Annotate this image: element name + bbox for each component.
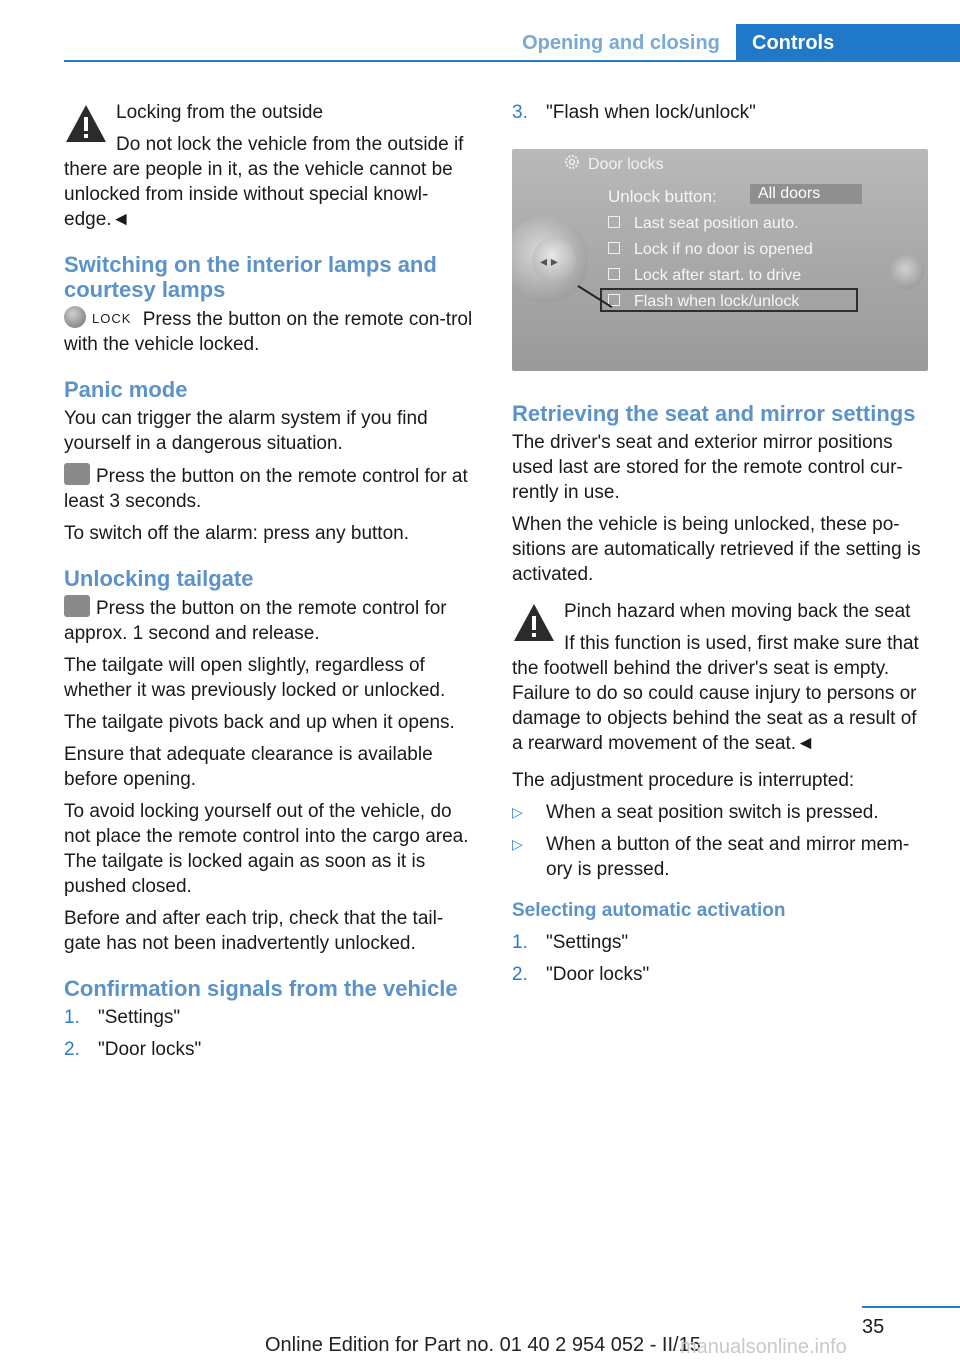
checkbox-icon xyxy=(608,216,620,228)
footer-rule xyxy=(862,1306,960,1308)
tailgate-text-6: Before and after each trip, check that the tail‐gate has not been inadvertently unlocked. xyxy=(64,908,444,954)
warning-body: Do not lock the vehicle from the outside if there are people in it, as the vehicle cannot be unlocked from inside without special knowl‐edge.◄ xyxy=(64,134,464,230)
idrive-screenshot xyxy=(512,149,928,371)
warning-body: If this function is used, first make sure that the footwell behind the driver's seat is empty. Failure to do so could cause injury to persons or damage to objects behind the seat as a result of a rearward movement of the seat.◄ xyxy=(512,633,919,754)
warning-icon xyxy=(64,102,108,146)
tailgate-text-4: Ensure that adequate clearance is available before opening. xyxy=(64,744,433,790)
tailgate-button-icon xyxy=(64,595,90,617)
heading-unlocking-tailgate: Unlocking tailgate xyxy=(64,566,254,591)
panic-text-1: You can trigger the alarm system if you find yourself in a dangerous situation. xyxy=(64,408,428,454)
retrieving-text-1: The driver's seat and exterior mirror positions used last are stored for the remote control cur‐rently in use. xyxy=(512,432,903,503)
gear-icon xyxy=(564,154,580,170)
retrieving-text-2: When the vehicle is being unlocked, these po‐sitions are automatically retrieved if the setting is activated. xyxy=(512,514,921,585)
warning-icon xyxy=(512,601,556,645)
list-item: ▷ When a seat position switch is pressed. xyxy=(512,802,879,823)
checkbox-icon xyxy=(608,242,620,254)
panic-button-icon xyxy=(64,463,90,485)
watermark: manualsonline.info xyxy=(680,1336,847,1358)
left-column xyxy=(64,100,478,1069)
footer-edition: Online Edition for Part no. 01 40 2 954 052 - II/15 xyxy=(265,1334,701,1356)
heading-interior-lamps: Switching on the interior lamps and courtesy lamps xyxy=(64,252,437,302)
heading-retrieving-settings: Retrieving the seat and mirror settings xyxy=(512,401,916,426)
knob-arrows-icon: ◂ ▸ xyxy=(540,253,558,269)
option-flash-lock[interactable]: Flash when lock/unlock xyxy=(608,289,799,314)
tailgate-text-2: The tailgate will open slightly, regardless of whether it was previously locked or unlocked. xyxy=(64,655,446,701)
option-lock-no-door[interactable]: Lock if no door is opened xyxy=(608,237,813,262)
bullet-triangle-icon: ▷ xyxy=(512,804,523,820)
interrupted-list xyxy=(512,800,930,882)
screen-title: Door locks xyxy=(588,156,664,173)
heading-panic-mode: Panic mode xyxy=(64,377,188,402)
header-rule xyxy=(64,60,960,62)
lock-label: LOCK xyxy=(92,311,132,326)
page-number: 35 xyxy=(862,1316,885,1338)
warning-pinch-hazard xyxy=(512,599,930,756)
list-item: 1. "Settings" xyxy=(64,1007,181,1028)
auto-steps xyxy=(512,930,930,987)
panic-text-3: To switch off the alarm: press any button. xyxy=(64,523,409,544)
list-item: ▷ When a button of the seat and mirror mem‐ory is pressed. xyxy=(512,834,910,880)
right-column xyxy=(512,100,930,994)
header-chapter-tab: Controls xyxy=(736,24,960,62)
unlock-button-value[interactable]: All doors xyxy=(750,184,862,204)
confirmation-step-3 xyxy=(512,100,930,125)
heading-automatic-activation: Selecting automatic activation xyxy=(512,900,786,921)
warning-title: Pinch hazard when moving back the seat xyxy=(564,601,911,622)
interrupted-text: The adjustment procedure is interrupted: xyxy=(512,770,855,791)
confirmation-steps xyxy=(64,1005,478,1062)
highlight-frame xyxy=(600,288,858,312)
heading-confirmation-signals: Confirmation signals from the vehicle xyxy=(64,976,458,1001)
remote-key-icon xyxy=(64,306,86,328)
header-section-title: Opening and closing xyxy=(522,32,720,54)
list-item: 1. "Settings" xyxy=(512,932,629,953)
option-lock-after-start[interactable]: Lock after start. to drive xyxy=(608,263,801,288)
list-item: 2. "Door locks" xyxy=(64,1039,202,1060)
interior-lamps-text: LOCK Press the button on the remote con‐trol with the vehicle locked. xyxy=(64,306,478,357)
list-item: 2. "Door locks" xyxy=(512,964,650,985)
panic-text-2: Press the button on the remote control for at least 3 seconds. xyxy=(64,463,478,514)
option-last-seat[interactable]: Last seat position auto. xyxy=(608,211,799,236)
checkbox-icon xyxy=(608,268,620,280)
list-item: 3. "Flash when lock/unlock" xyxy=(512,102,756,123)
tailgate-text-1: Press the button on the remote control for approx. 1 second and release. xyxy=(64,595,478,646)
unlock-button-label: Unlock button: xyxy=(608,187,717,206)
bullet-triangle-icon: ▷ xyxy=(512,836,523,852)
tailgate-text-5: To avoid locking yourself out of the vehicle, do not place the remote control into the cargo area. The tailgate is locked again as soon as it is pushed closed. xyxy=(64,801,469,897)
warning-locking xyxy=(64,100,478,232)
warning-title: Locking from the outside xyxy=(116,102,324,123)
right-control-icon xyxy=(890,255,924,289)
tailgate-text-3: The tailgate pivots back and up when it opens. xyxy=(64,712,455,733)
